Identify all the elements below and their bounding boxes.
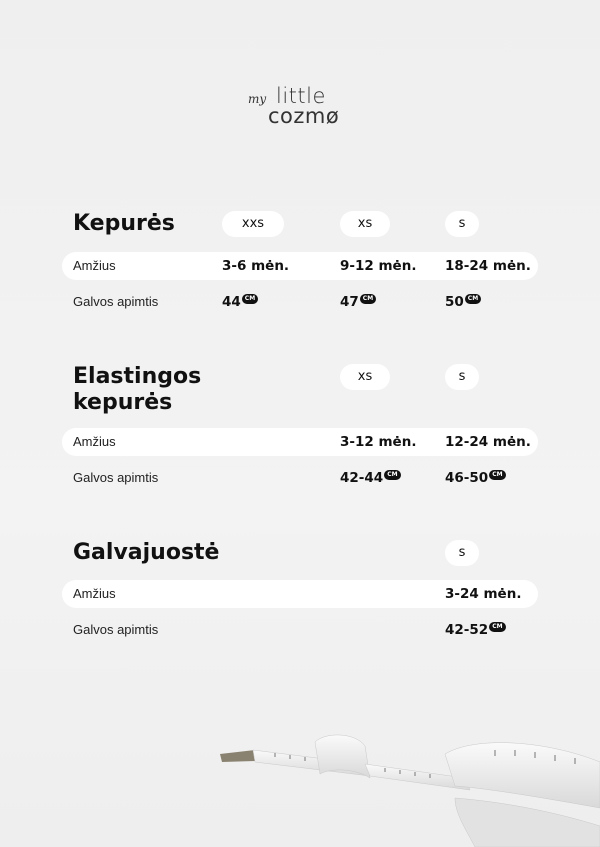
- cm-badge: CM: [489, 470, 505, 480]
- brand-logo: [246, 84, 356, 134]
- size-s: s: [445, 211, 479, 237]
- age-value: 18-24 mėn.: [445, 258, 531, 274]
- section-title: Galvajuostė: [73, 540, 220, 565]
- age-label: Amžius: [73, 258, 116, 273]
- cm-badge: CM: [384, 470, 400, 480]
- size-xs: xs: [340, 211, 390, 237]
- cm-badge: CM: [489, 622, 505, 632]
- head-value: 47 CM: [340, 294, 376, 310]
- age-value: 3-24 mėn.: [445, 586, 522, 602]
- age-label: Amžius: [73, 586, 116, 601]
- head-value: 42-52 CM: [445, 622, 506, 638]
- cm-badge: CM: [465, 294, 481, 304]
- age-value: 3-6 mėn.: [222, 258, 290, 274]
- size-s: s: [445, 540, 479, 566]
- head-value: 42-44 CM: [340, 470, 401, 486]
- cm-badge: CM: [360, 294, 376, 304]
- section-title: Kepurės: [73, 211, 175, 236]
- head-label: Galvos apimtis: [73, 470, 159, 485]
- head-value: 50 CM: [445, 294, 481, 310]
- section-title: Elastingos kepurės: [73, 364, 202, 415]
- head-label: Galvos apimtis: [73, 294, 159, 309]
- size-xxs: xxs: [222, 211, 284, 237]
- head-value: 44 CM: [222, 294, 258, 310]
- head-value: 46-50 CM: [445, 470, 506, 486]
- logo-little: little: [276, 84, 326, 108]
- head-label: Galvos apimtis: [73, 622, 159, 637]
- cm-badge: CM: [242, 294, 258, 304]
- logo-my: my: [248, 92, 267, 106]
- age-value: 3-12 mėn.: [340, 434, 417, 450]
- logo-cozmo: cozmø: [268, 104, 340, 128]
- size-xs: xs: [340, 364, 390, 390]
- age-label: Amžius: [73, 434, 116, 449]
- size-s: s: [445, 364, 479, 390]
- age-value: 9-12 mėn.: [340, 258, 417, 274]
- age-value: 12-24 mėn.: [445, 434, 531, 450]
- measuring-tape-image: [215, 728, 600, 847]
